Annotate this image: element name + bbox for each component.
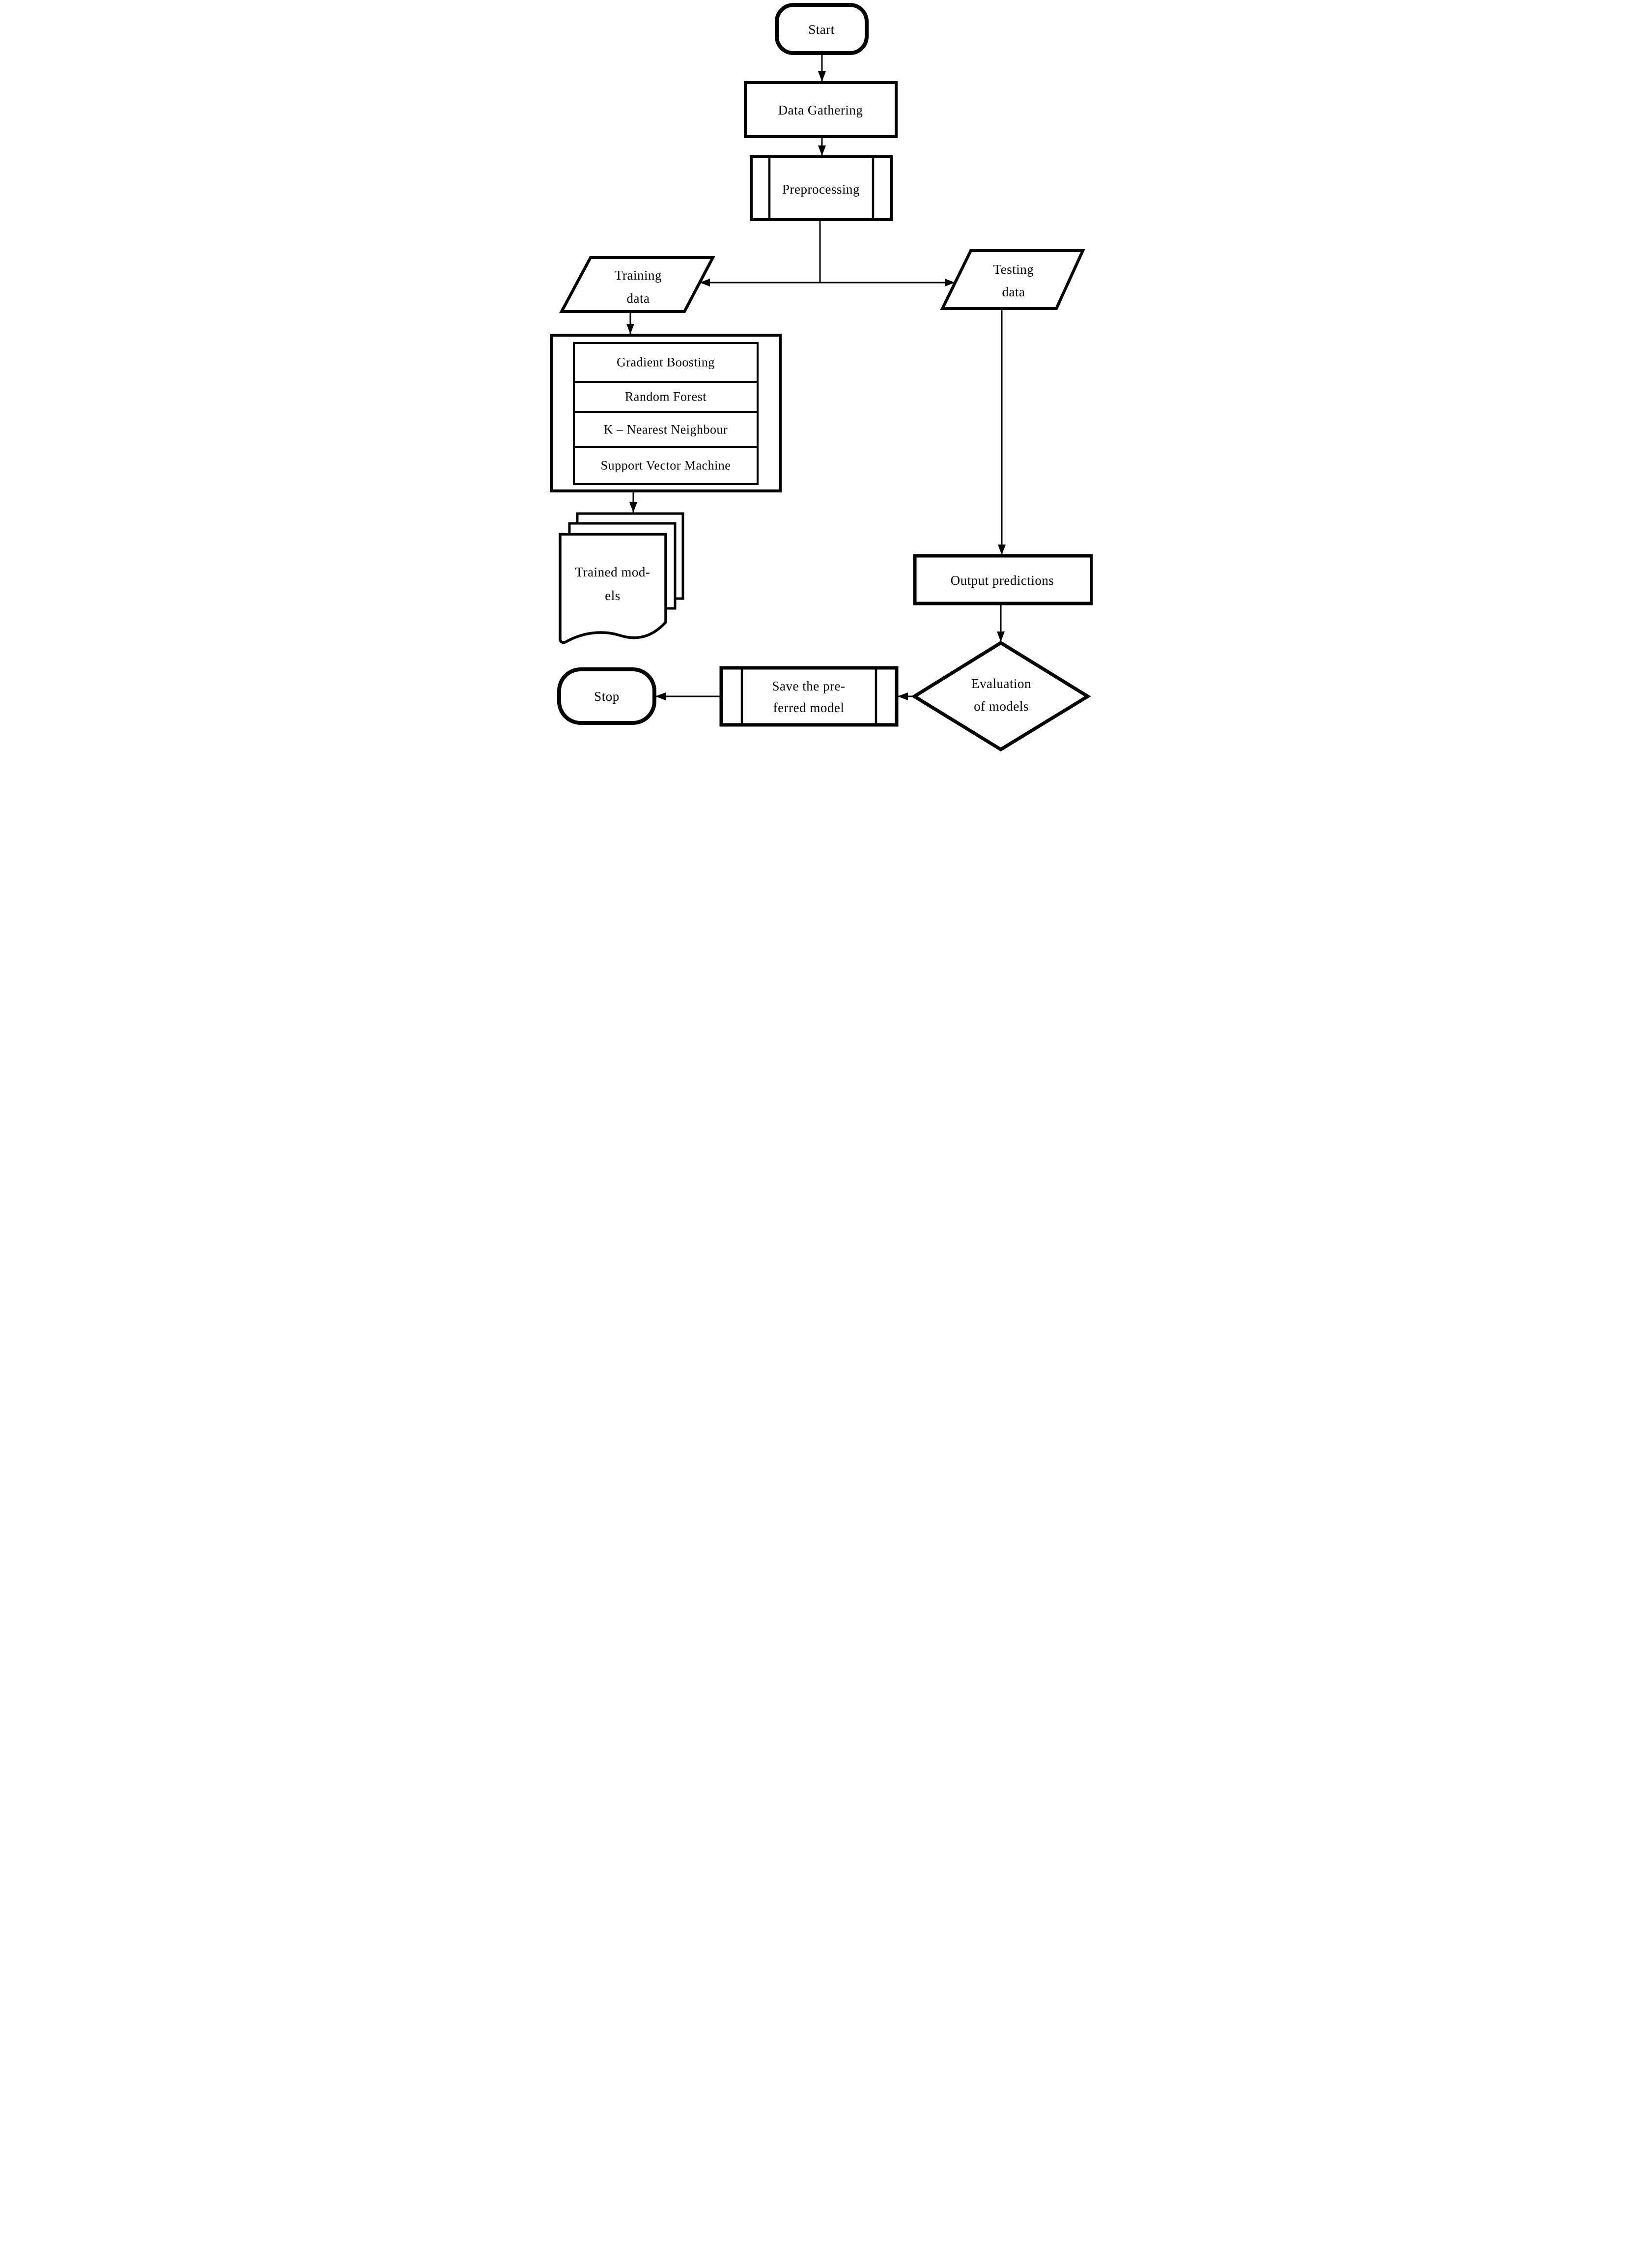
evaluation-decision-shape bbox=[914, 643, 1088, 749]
gradient-boosting-label: Gradient Boosting bbox=[617, 355, 715, 370]
random-forest-label: Random Forest bbox=[624, 389, 707, 404]
trained-models-label-line1: Trained mod- bbox=[575, 565, 650, 579]
node-training-data bbox=[562, 258, 713, 312]
flowchart-canvas bbox=[546, 0, 1093, 756]
preprocessing-label: Preprocessing bbox=[782, 182, 860, 197]
save-model-shape bbox=[721, 668, 897, 725]
trained-models-label-line2: els bbox=[605, 588, 621, 603]
node-classifier-group bbox=[551, 335, 780, 491]
save-model-label-line1: Save the pre- bbox=[772, 679, 846, 693]
training-data-label-line1: Training bbox=[614, 268, 662, 283]
node-stop bbox=[559, 669, 654, 723]
node-testing-data bbox=[942, 251, 1083, 309]
testing-data-label-line2: data bbox=[1002, 285, 1025, 299]
node-trained-models bbox=[560, 514, 683, 642]
node-preprocessing bbox=[751, 157, 891, 220]
data-gathering-label: Data Gathering bbox=[778, 103, 863, 117]
node-data-gathering bbox=[745, 83, 896, 137]
k-nearest-neighbour-label: K – Nearest Neighbour bbox=[603, 422, 728, 437]
node-output-predictions bbox=[915, 556, 1092, 603]
node-evaluation bbox=[914, 643, 1088, 749]
support-vector-machine-label: Support Vector Machine bbox=[600, 458, 731, 473]
testing-data-label-line1: Testing bbox=[993, 262, 1034, 277]
save-model-label-line2: ferred model bbox=[773, 700, 845, 715]
stop-label: Stop bbox=[594, 689, 620, 704]
evaluation-label-line1: Evaluation bbox=[971, 676, 1031, 691]
start-label: Start bbox=[808, 22, 835, 37]
node-save-model bbox=[721, 668, 897, 725]
node-start bbox=[777, 5, 867, 53]
testing-data-shape bbox=[942, 251, 1083, 309]
training-data-label-line2: data bbox=[626, 291, 650, 306]
flowchart-page bbox=[546, 0, 1093, 756]
evaluation-label-line2: of models bbox=[974, 699, 1029, 714]
output-predictions-label: Output predictions bbox=[950, 573, 1054, 588]
